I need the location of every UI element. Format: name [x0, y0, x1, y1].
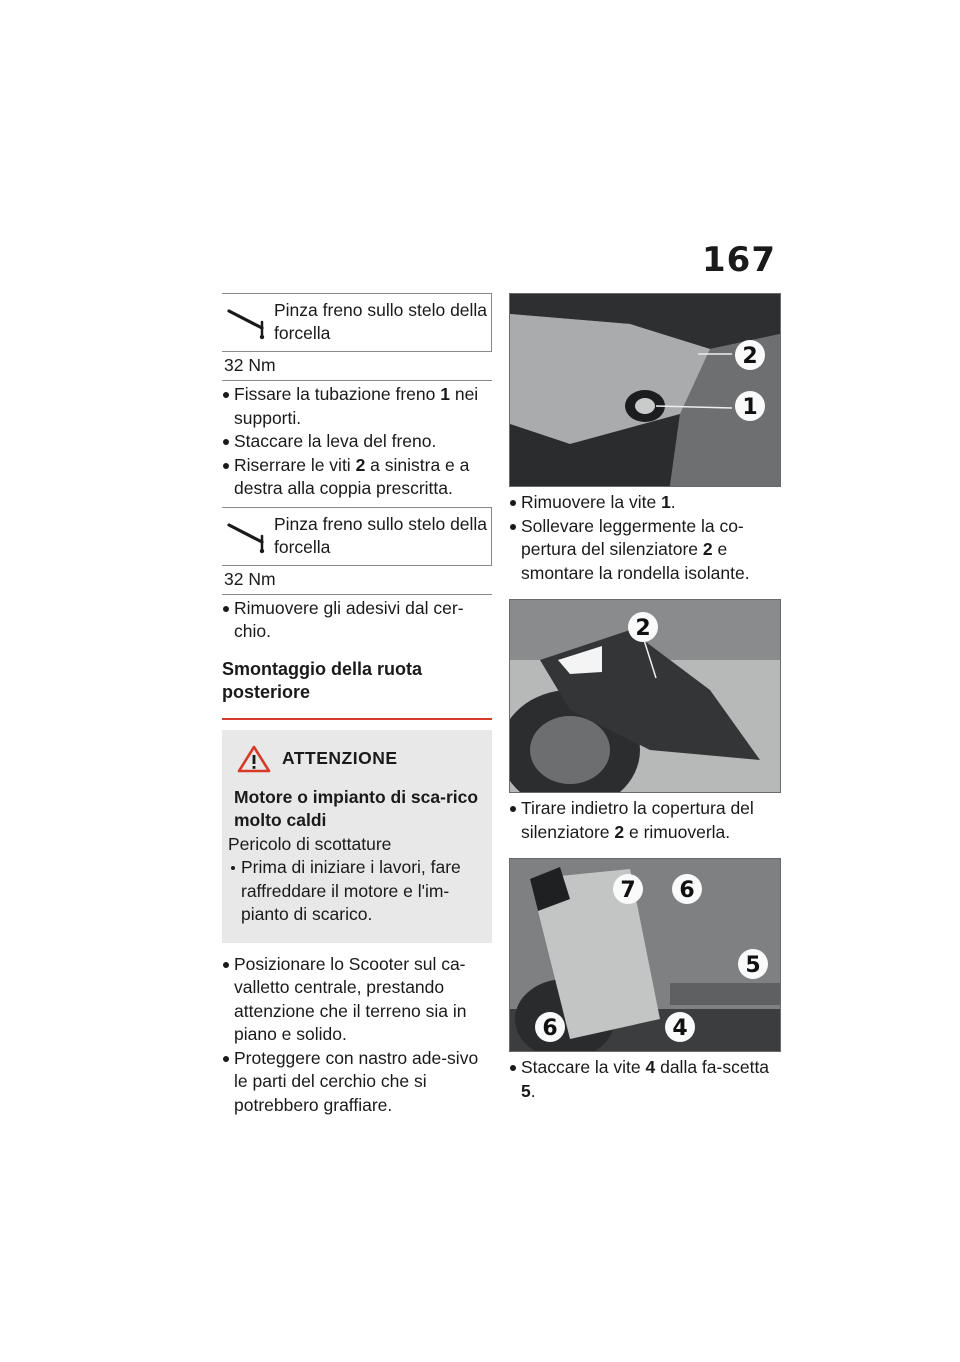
callout-label: 7: [620, 878, 636, 903]
torque-label: Pinza freno sullo stelo della forcella: [274, 513, 488, 557]
callout-label: 4: [672, 1016, 688, 1041]
step-item: Staccare la leva del freno.: [222, 430, 492, 454]
step-item: Riserrare le viti 2 a sinistra e a destra alla coppia prescritta.: [222, 454, 492, 501]
step-item: Tirare indietro la copertura del silenziatore 2 e rimuoverla.: [509, 797, 781, 844]
callout-label: 1: [742, 395, 758, 420]
warning-danger: Pericolo di scottature: [228, 833, 392, 854]
left-column: [222, 293, 492, 1117]
photo-screw-removal: [509, 293, 781, 487]
step-item: Sollevare leggermente la co-pertura del silenziatore 2 e smontare la rondella isolante.: [509, 515, 781, 586]
step-item: Proteggere con nastro ade-sivo le parti del cerchio che si potrebbero graffiare.: [222, 1047, 492, 1118]
warning-headline: Motore o impianto di sca-rico molto caldi: [234, 786, 479, 830]
warning-box: [222, 730, 492, 943]
step-item: Rimuovere gli adesivi dal cer-chio.: [222, 597, 492, 644]
step-item: Rimuovere la vite 1.: [509, 491, 781, 515]
torque-value: 32 Nm: [222, 351, 492, 380]
warning-triangle-icon: [236, 744, 272, 774]
warning-item: Prima di iniziare i lavori, fare raffreddare il motore e l'im-pianto di scarico.: [228, 856, 482, 927]
steps-list-right-a: [509, 491, 781, 585]
photo-silencer-cover: [509, 599, 781, 793]
step-item: Fissare la tubazione freno 1 nei supporti.: [222, 383, 492, 430]
callout-label: 6: [679, 878, 695, 903]
photo-silencer-clamp: [509, 858, 781, 1052]
callout-label: 2: [742, 344, 758, 369]
right-column: [509, 293, 781, 1103]
steps-list-c: [222, 953, 492, 1118]
callout-label: 2: [635, 616, 651, 641]
torque-label: Pinza freno sullo stelo della forcella: [274, 300, 488, 343]
steps-list-right-c: [509, 1056, 781, 1103]
warning-list: [228, 856, 482, 927]
step-item: Posizionare lo Scooter sul ca-valletto centrale, prestando attenzione che il terreno sia in piano e solido.: [222, 953, 492, 1047]
callout-label: 6: [542, 1016, 558, 1041]
torque-value: 32 Nm: [222, 565, 492, 594]
torque-wrench-icon: [222, 512, 272, 558]
steps-list-right-b: [509, 797, 781, 844]
callout-label: 5: [745, 953, 761, 978]
torque-spec-1: [222, 293, 492, 381]
step-item: Staccare la vite 4 dalla fa-scetta 5.: [509, 1056, 781, 1103]
section-title: Smontaggio della ruota posteriore: [222, 658, 492, 720]
page-number: 167: [702, 240, 776, 280]
steps-list-a: [222, 383, 492, 501]
warning-title: ATTENZIONE: [282, 747, 398, 768]
torque-spec-2: [222, 507, 492, 595]
torque-wrench-icon: [222, 298, 272, 344]
steps-list-b: [222, 597, 492, 644]
